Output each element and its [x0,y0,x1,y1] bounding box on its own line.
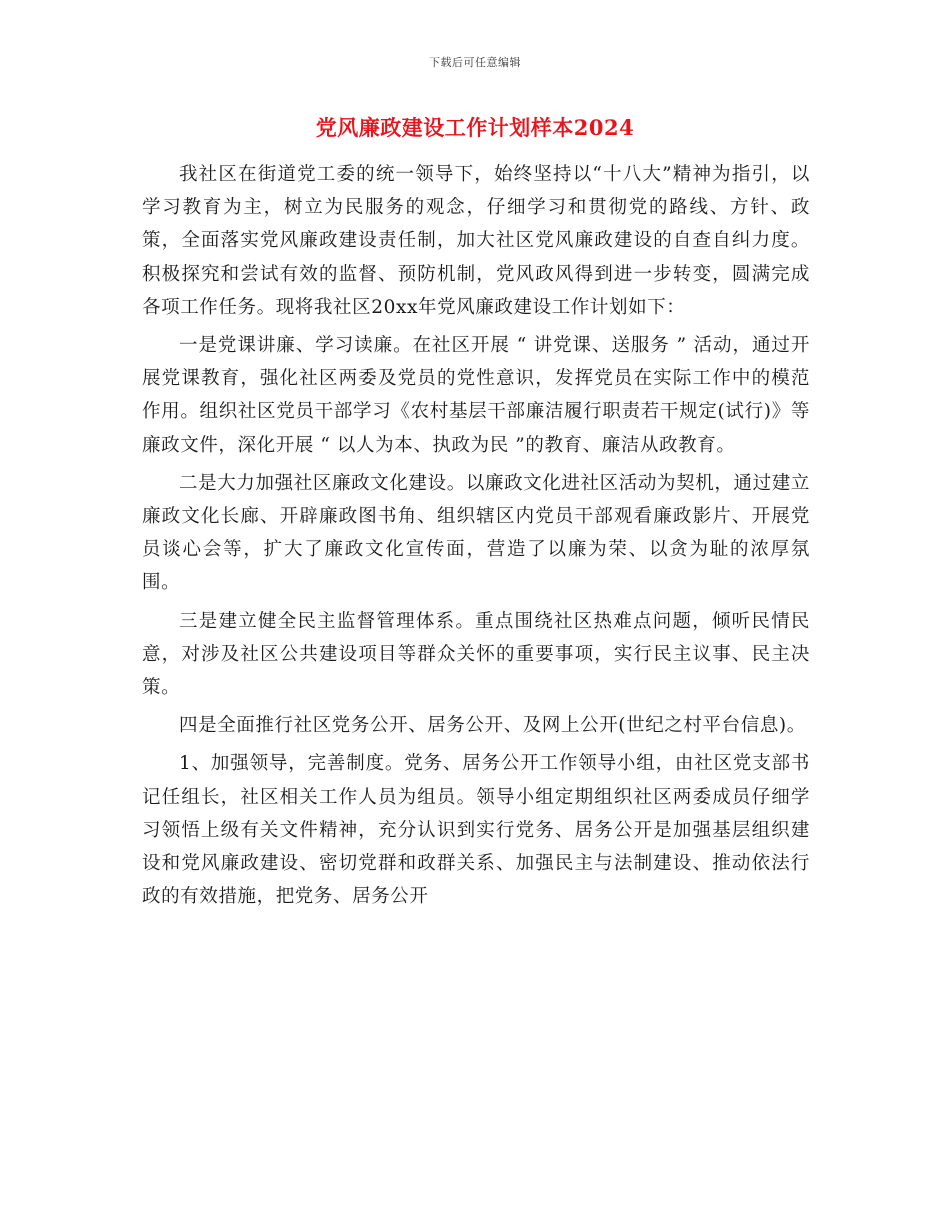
paragraph-item-4: 四是全面推行社区党务公开、居务公开、及网上公开(世纪之村平台信息)。 [179,715,806,737]
paragraph-intro: 我社区在街道党工委的统一领导下，始终坚持以“十八大”精神为指引，以学习教育为主，树立为民服务的观念，仔细学习和贯彻党的路线、方针、政策，全面落实党风廉政建设责任制，加大社区党风廉政建设的自查自纠力度。积极探究和尝试有效的监督、预防机制，党风政风得到进一步转变，圆满完成各项工作任务。现将我社区20xx年党风廉政建设工作计划如下： [142,164,810,318]
document-title: 党风廉政建设工作计划样本2024 [315,115,635,140]
paragraph-subitem-1: 1、加强领导，完善制度。党务、居务公开工作领导小组，由社区党支部书记任组长，社区相关工作人员为组员。领导小组定期组织社区两委成员仔细学习领悟上级有关文件精神，充分认识到实行党务、居务公开是加强基层组织建设和党风廉政建设、密切党群和政群关系、加强民主与法制建设、推动依法行政的有效措施，把党务、居务公开 [142,753,810,908]
document-body [142,158,810,918]
paragraph-item-3: 三是建立健全民主监督管理体系。重点围绕社区热难点问题，倾听民情民意，对涉及社区公共建设项目等群众关怀的重要事项，实行民主议事、民主决策。 [142,610,810,699]
paragraph-item-1: 一是党课讲廉、学习读廉。在社区开展 “ 讲党课、送服务 ” 活动，通过开展党课教育，强化社区两委及党员的党性意识，发挥党员在实际工作中的模范作用。组织社区党员干部学习《农村基层干部廉洁履行职责若干规定(试行)》等廉政文件，深化开展 “ 以人为本、执政为民 ”的教育、廉洁从政教育。 [142,335,810,456]
paragraph-item-2: 二是大力加强社区廉政文化建设。以廉政文化进社区活动为契机，通过建立廉政文化长廊、开辟廉政图书角、组织辖区内党员干部观看廉政影片、开展党员谈心会等，扩大了廉政文化宣传面，营造了以廉为荣、以贪为耻的浓厚氛围。 [142,472,810,594]
header-note: 下载后可任意编辑 [429,56,521,69]
